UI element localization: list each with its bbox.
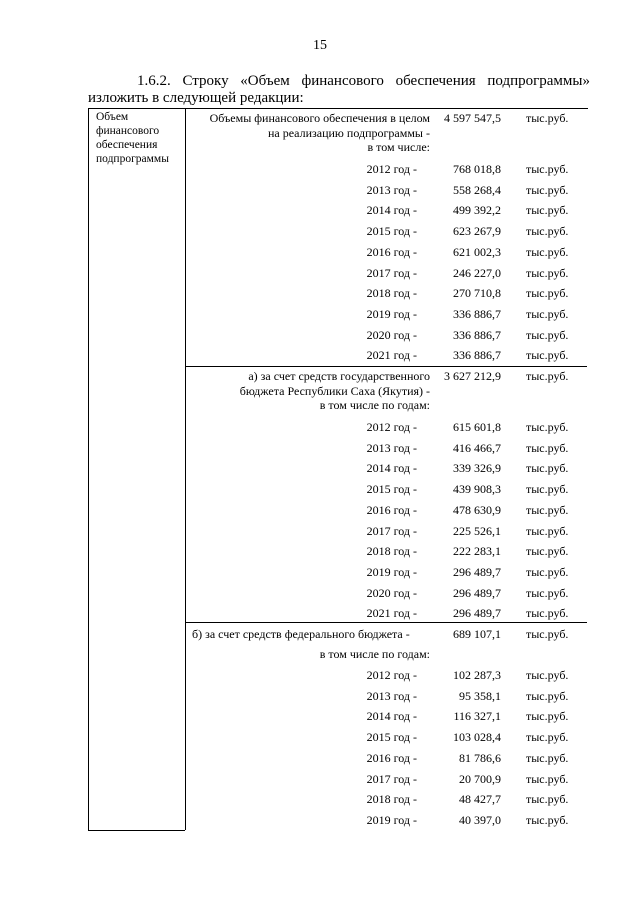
year-label: 2013 год - — [366, 688, 417, 703]
year-label: 2021 год - — [366, 606, 417, 621]
year-value: 270 710,8 — [453, 286, 501, 301]
year-unit: тыс.руб. — [526, 792, 569, 807]
year-unit: тыс.руб. — [526, 688, 569, 703]
year-value: 48 427,7 — [459, 792, 501, 807]
year-label: 2020 год - — [366, 585, 417, 600]
year-unit: тыс.руб. — [526, 523, 569, 538]
year-row — [186, 586, 586, 602]
year-value: 439 908,3 — [453, 482, 501, 497]
year-value: 95 358,1 — [459, 688, 501, 703]
year-row — [186, 503, 586, 519]
year-row — [186, 565, 586, 581]
block-federal-sum — [186, 627, 586, 643]
year-value: 103 028,4 — [453, 730, 501, 745]
year-row — [186, 709, 586, 725]
year-row — [186, 482, 586, 498]
year-row — [186, 245, 586, 261]
year-unit: тыс.руб. — [526, 420, 569, 434]
year-row — [186, 348, 586, 364]
year-unit: тыс.руб. — [526, 812, 569, 827]
year-row — [186, 266, 586, 282]
year-label: 2013 год - — [366, 440, 417, 455]
block-divider-a — [185, 366, 587, 367]
block-federal-header: б) за счет средств федерального бюджета - — [192, 627, 410, 641]
year-unit: тыс.руб. — [526, 606, 569, 621]
year-unit: тыс.руб. — [526, 348, 569, 363]
year-row — [186, 224, 586, 240]
year-unit: тыс.руб. — [526, 544, 569, 559]
row-label: Объем финансового обеспечения подпрограммы — [96, 111, 169, 165]
year-label: 2018 год - — [366, 544, 417, 559]
year-label: 2016 год - — [366, 502, 417, 517]
year-unit: тыс.руб. — [526, 306, 569, 321]
year-label: 2012 год - — [366, 668, 417, 682]
year-label: 2016 год - — [366, 244, 417, 259]
year-label: 2012 год - — [366, 420, 417, 434]
year-unit: тыс.руб. — [526, 203, 569, 218]
year-value: 40 397,0 — [459, 812, 501, 827]
year-unit: тыс.руб. — [526, 440, 569, 455]
year-row — [186, 668, 586, 684]
year-value: 296 489,7 — [453, 585, 501, 600]
year-unit: тыс.руб. — [526, 564, 569, 579]
year-row — [186, 689, 586, 705]
intro-line-2: изложить в следующей редакции: — [88, 90, 304, 106]
year-label: 2020 год - — [366, 327, 417, 342]
year-unit: тыс.руб. — [526, 771, 569, 786]
year-label: 2018 год - — [366, 286, 417, 301]
year-unit: тыс.руб. — [526, 668, 569, 682]
year-value: 623 267,9 — [453, 224, 501, 239]
year-row — [186, 183, 586, 199]
year-row — [186, 606, 586, 622]
year-unit: тыс.руб. — [526, 327, 569, 342]
year-value: 336 886,7 — [453, 348, 501, 363]
year-row — [186, 524, 586, 540]
year-value: 499 392,2 — [453, 203, 501, 218]
year-unit: тыс.руб. — [526, 709, 569, 724]
year-label: 2018 год - — [366, 792, 417, 807]
year-label: 2014 год - — [366, 709, 417, 724]
block-total-header: Объемы финансового обеспечения в целом на реализацию подпрограммы - в том числе: — [209, 111, 430, 154]
year-label: 2019 год - — [366, 306, 417, 321]
year-label: 2016 год - — [366, 750, 417, 765]
year-value: 558 268,4 — [453, 182, 501, 197]
year-unit: тыс.руб. — [526, 224, 569, 239]
total-value: 4 597 547,5 — [444, 111, 501, 125]
total-unit: тыс.руб. — [526, 111, 569, 125]
year-value: 478 630,9 — [453, 502, 501, 517]
year-label: 2015 год - — [366, 730, 417, 745]
year-row — [186, 307, 586, 323]
year-unit: тыс.руб. — [526, 265, 569, 280]
year-row — [186, 730, 586, 746]
block-regional-sum — [186, 369, 586, 385]
year-label: 2013 год - — [366, 182, 417, 197]
year-row — [186, 203, 586, 219]
year-value: 81 786,6 — [459, 750, 501, 765]
year-unit: тыс.руб. — [526, 502, 569, 517]
year-value: 621 002,3 — [453, 244, 501, 259]
year-row — [186, 441, 586, 457]
year-unit: тыс.руб. — [526, 482, 569, 497]
year-row — [186, 813, 586, 829]
year-unit: тыс.руб. — [526, 162, 569, 176]
federal-subheader: в том числе по годам: — [319, 647, 430, 661]
year-value: 296 489,7 — [453, 564, 501, 579]
year-value: 222 283,1 — [453, 544, 501, 559]
year-label: 2015 год - — [366, 224, 417, 239]
page-number: 15 — [313, 38, 327, 53]
federal-total-value: 689 107,1 — [453, 627, 501, 641]
year-unit: тыс.руб. — [526, 244, 569, 259]
year-value: 20 700,9 — [459, 771, 501, 786]
regional-total-value: 3 627 212,9 — [444, 369, 501, 383]
year-label: 2019 год - — [366, 564, 417, 579]
year-value: 339 326,9 — [453, 461, 501, 476]
year-value: 336 886,7 — [453, 306, 501, 321]
year-label: 2021 год - — [366, 348, 417, 363]
year-value: 416 466,7 — [453, 440, 501, 455]
label-cell — [88, 108, 185, 831]
year-row — [186, 420, 586, 436]
year-value: 296 489,7 — [453, 606, 501, 621]
year-label: 2017 год - — [366, 265, 417, 280]
year-value: 225 526,1 — [453, 523, 501, 538]
year-value: 336 886,7 — [453, 327, 501, 342]
year-value: 116 327,1 — [453, 709, 501, 724]
year-row — [186, 286, 586, 302]
block-total-sum — [186, 111, 586, 127]
year-value: 246 227,0 — [453, 265, 501, 280]
year-unit: тыс.руб. — [526, 585, 569, 600]
year-label: 2017 год - — [366, 523, 417, 538]
year-row — [186, 751, 586, 767]
year-row — [186, 461, 586, 477]
year-value: 615 601,8 — [453, 420, 501, 434]
year-label: 2014 год - — [366, 203, 417, 218]
year-row — [186, 772, 586, 788]
year-unit: тыс.руб. — [526, 182, 569, 197]
year-unit: тыс.руб. — [526, 286, 569, 301]
year-unit: тыс.руб. — [526, 750, 569, 765]
federal-total-unit: тыс.руб. — [526, 627, 569, 641]
intro-line-1: 1.6.2. Строку «Объем финансового обеспечения подпрограммы» — [137, 73, 590, 89]
year-value: 768 018,8 — [453, 162, 501, 176]
year-label: 2017 год - — [366, 771, 417, 786]
year-unit: тыс.руб. — [526, 730, 569, 745]
year-row — [186, 162, 586, 178]
year-row — [186, 328, 586, 344]
regional-total-unit: тыс.руб. — [526, 369, 569, 383]
year-label: 2015 год - — [366, 482, 417, 497]
year-label: 2014 год - — [366, 461, 417, 476]
block-regional-header: а) за счет средств государственного бюджета Республики Саха (Якутия) - в том числе по годам: — [239, 369, 430, 412]
year-unit: тыс.руб. — [526, 461, 569, 476]
year-value: 102 287,3 — [453, 668, 501, 682]
year-row — [186, 792, 586, 808]
year-row — [186, 544, 586, 560]
year-label: 2019 год - — [366, 812, 417, 827]
year-label: 2012 год - — [366, 162, 417, 176]
